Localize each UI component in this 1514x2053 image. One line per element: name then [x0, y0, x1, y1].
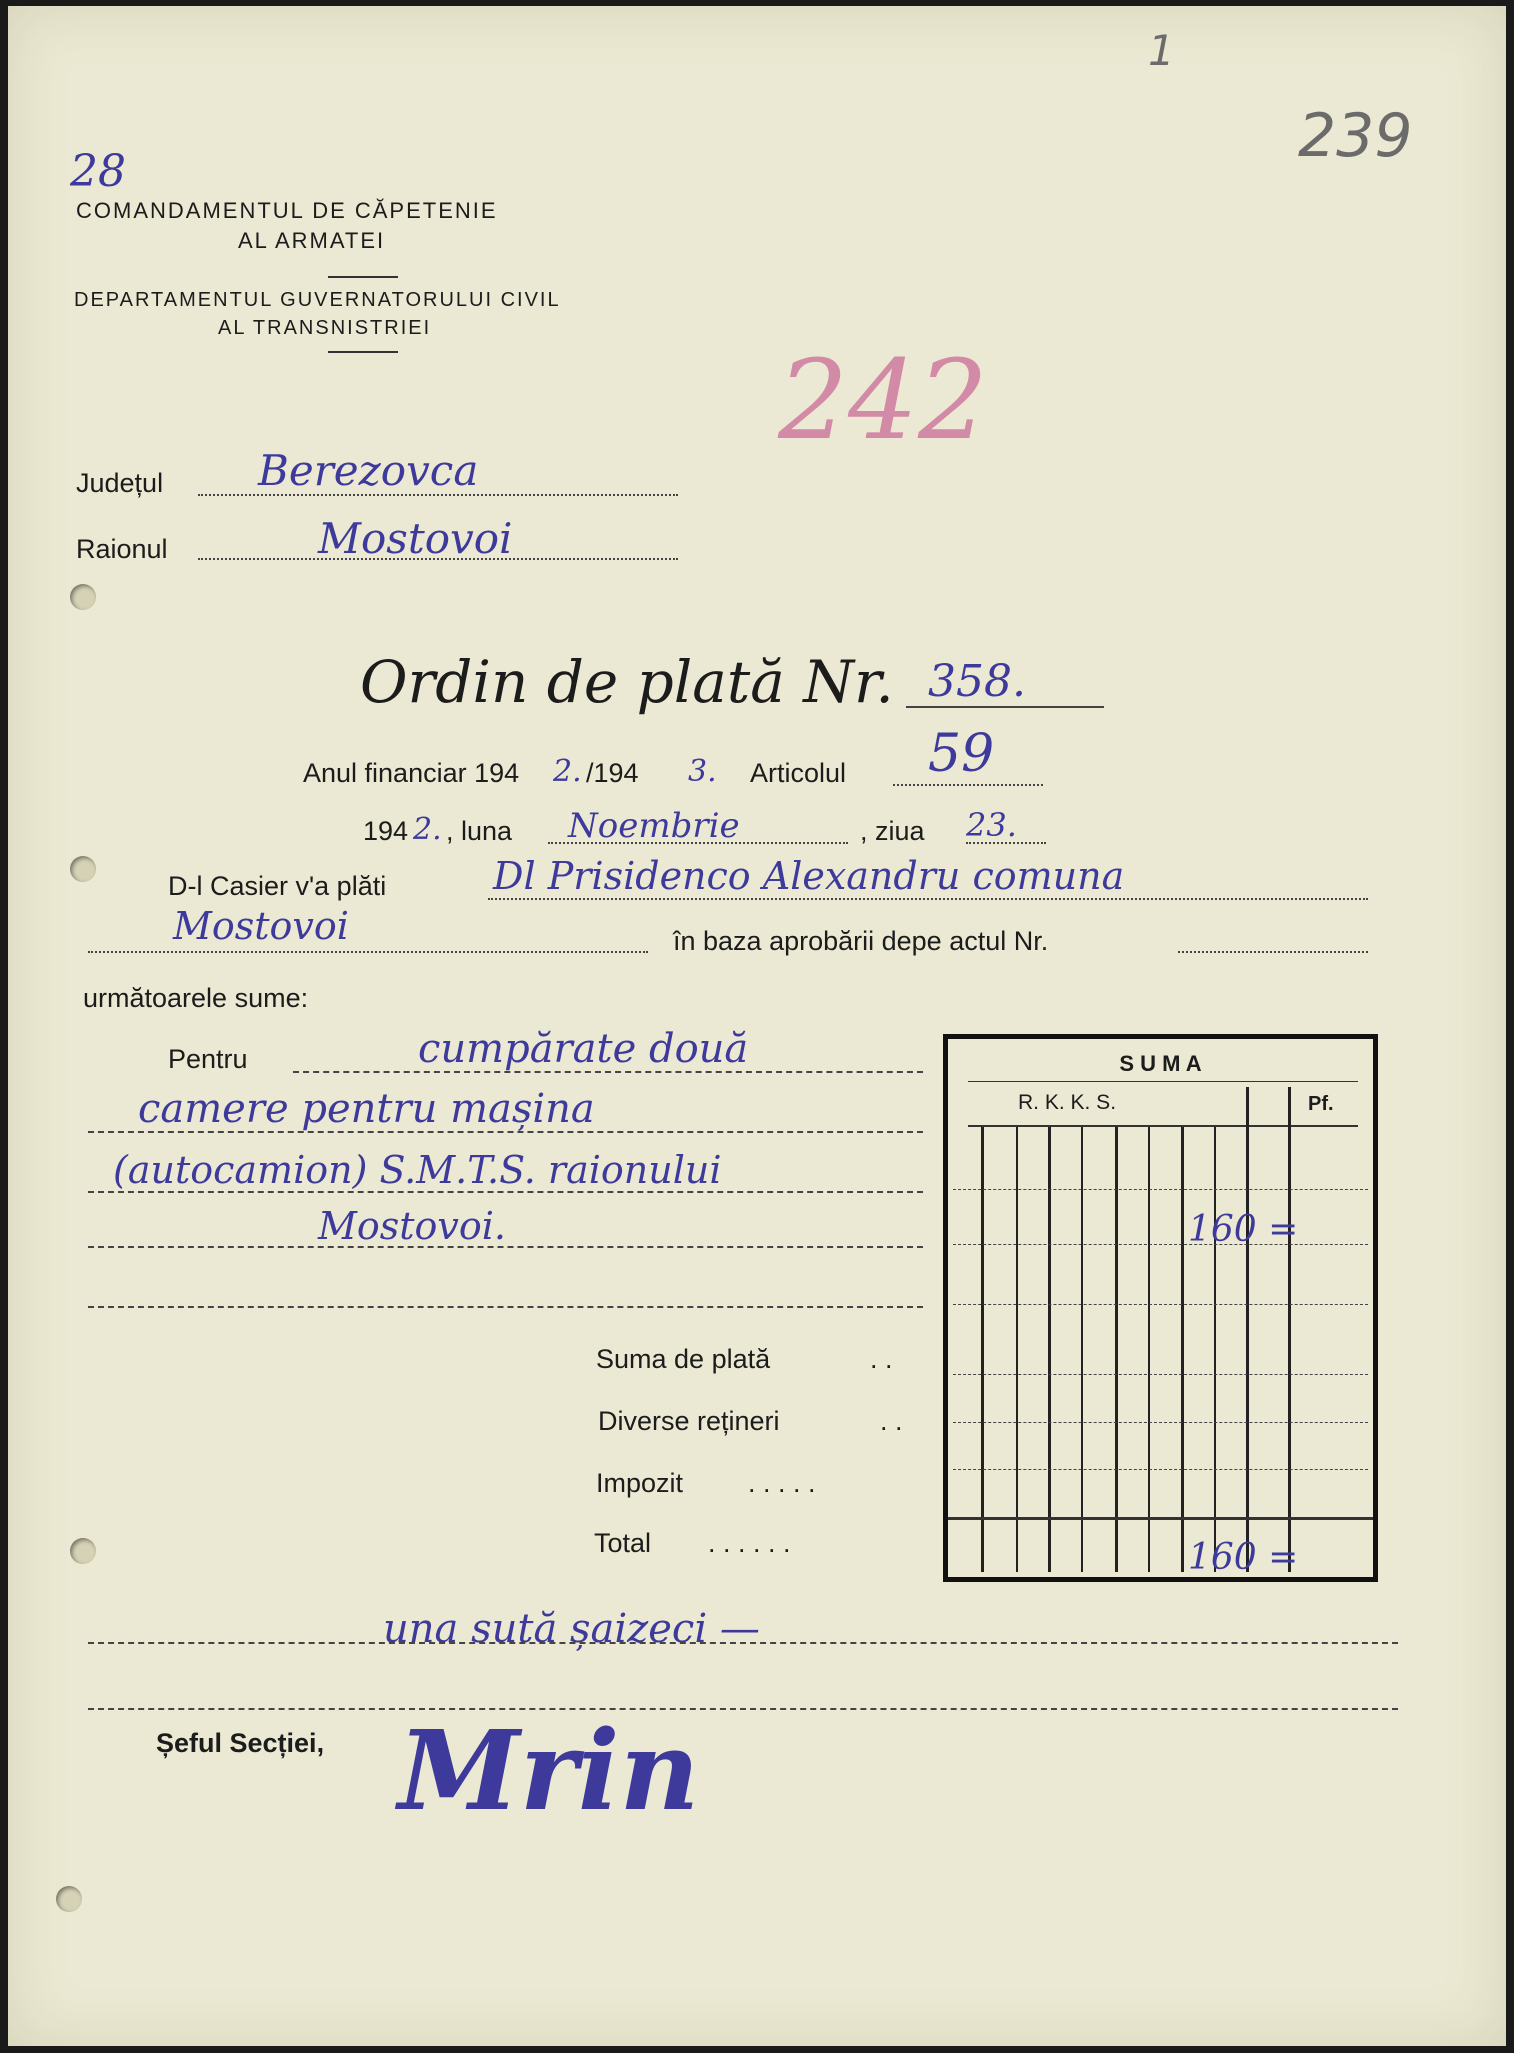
casier-payee-line-2: Mostovoi	[173, 904, 349, 948]
table-row-line	[953, 1374, 1368, 1375]
summary-dots: . .	[880, 1406, 903, 1436]
table-header-lei: R. K. K. S.	[1018, 1091, 1117, 1114]
judet-label: Județul	[76, 468, 164, 498]
suma-de-plata-label: Suma de plată	[596, 1344, 771, 1374]
header-divider	[328, 276, 398, 278]
total-label: Total	[594, 1528, 652, 1558]
luna-value: Noembrie	[568, 806, 740, 846]
anul-year-a: 2.	[553, 754, 582, 789]
luna-label: , luna	[446, 816, 513, 846]
table-header-divider	[968, 1081, 1358, 1082]
words-line-1	[88, 1642, 1398, 1644]
diverse-retineri-label: Diverse rețineri	[598, 1406, 780, 1436]
casier-line-2	[88, 951, 648, 953]
signature-label: Șeful Secției,	[156, 1728, 325, 1758]
table-row-line	[953, 1304, 1368, 1305]
table-column-line	[1246, 1087, 1249, 1572]
table-column-line	[1081, 1127, 1083, 1572]
page-number-pencil: 1	[1148, 26, 1175, 75]
header-line-3: DEPARTAMENTUL GUVERNATORULUI CIVIL	[74, 289, 561, 311]
raion-label: Raionul	[76, 534, 168, 564]
table-column-line	[981, 1127, 984, 1572]
amount-in-words: una sută șaizeci —	[383, 1606, 760, 1652]
folio-number-pencil: 239	[1298, 101, 1413, 171]
year-digit: 2.	[413, 812, 442, 847]
pentru-text-2: camere pentru mașina	[138, 1086, 595, 1132]
impozit-label: Impozit	[596, 1468, 684, 1498]
anul-label: Anul financiar 194	[303, 758, 520, 788]
pentru-text-3: (autocamion) S.M.T.S. raionului	[113, 1148, 722, 1192]
pentru-text-1: cumpărate două	[418, 1026, 749, 1072]
summary-dots: . . . . . .	[708, 1528, 791, 1558]
table-row-line	[953, 1422, 1368, 1423]
articol-value: 59	[928, 724, 995, 784]
sume-label: următoarele sume:	[83, 983, 309, 1013]
table-row-line	[953, 1244, 1368, 1245]
anul-separator: /194	[586, 758, 639, 788]
table-column-line	[1288, 1087, 1291, 1572]
table-row-line	[953, 1469, 1368, 1470]
pentru-text-4: Mostovoi.	[318, 1204, 507, 1248]
document-title: Ordin de plată Nr.	[360, 648, 894, 716]
punch-hole	[70, 584, 96, 610]
summary-dots: . .	[870, 1344, 893, 1374]
summary-dots: . . . . .	[748, 1468, 816, 1498]
table-header-suma: S U M A	[1119, 1051, 1202, 1076]
casier-label: D-l Casier v'a plăti	[168, 871, 387, 901]
raion-value: Mostovoi	[318, 514, 513, 563]
pentru-line-5	[88, 1306, 923, 1308]
order-number-value: 358.	[928, 656, 1026, 707]
casier-payee-line-1: Dl Prisidenco Alexandru comuna	[493, 854, 1125, 898]
anul-year-b: 3.	[688, 754, 717, 789]
table-column-line	[1148, 1127, 1150, 1572]
payment-order-document	[8, 6, 1506, 2046]
casier-line-1	[488, 898, 1368, 900]
table-total-amount: 160 =	[1188, 1537, 1299, 1578]
table-column-line	[1214, 1127, 1216, 1572]
pentru-label: Pentru	[168, 1044, 248, 1074]
year-prefix: 194	[363, 816, 409, 846]
baza-line	[1178, 951, 1368, 953]
table-header-pf: Pf.	[1308, 1093, 1334, 1115]
header-line-4: AL TRANSNISTRIEI	[218, 317, 432, 339]
ziua-label: , ziua	[860, 816, 925, 846]
header-line-2: AL ARMATEI	[238, 228, 386, 253]
words-line-2	[88, 1708, 1398, 1710]
header-handwritten-number: 28	[70, 146, 126, 197]
stamp-number-red: 242	[778, 336, 988, 464]
articol-line	[893, 784, 1043, 786]
header-line-1: COMANDAMENTUL DE CĂPETENIE	[76, 198, 498, 223]
amount-table	[943, 1034, 1378, 1582]
table-total-line	[948, 1517, 1373, 1520]
table-column-line	[1048, 1127, 1051, 1572]
header-divider	[328, 351, 398, 353]
table-column-line	[1016, 1127, 1018, 1572]
baza-label: în baza aprobării depe actul Nr.	[673, 926, 1049, 956]
signature-mark: Mrin	[398, 1706, 700, 1835]
table-row-line	[953, 1189, 1368, 1190]
punch-hole	[70, 1538, 96, 1564]
punch-hole	[56, 1886, 82, 1912]
judet-value: Berezovca	[258, 446, 479, 495]
table-column-line	[1181, 1127, 1184, 1572]
punch-hole	[70, 856, 96, 882]
table-row-amount: 160 =	[1188, 1209, 1299, 1250]
table-header-bottom	[968, 1125, 1358, 1127]
ziua-value: 23.	[966, 806, 1017, 844]
table-column-line	[1115, 1127, 1118, 1572]
articol-label: Articolul	[750, 758, 847, 788]
